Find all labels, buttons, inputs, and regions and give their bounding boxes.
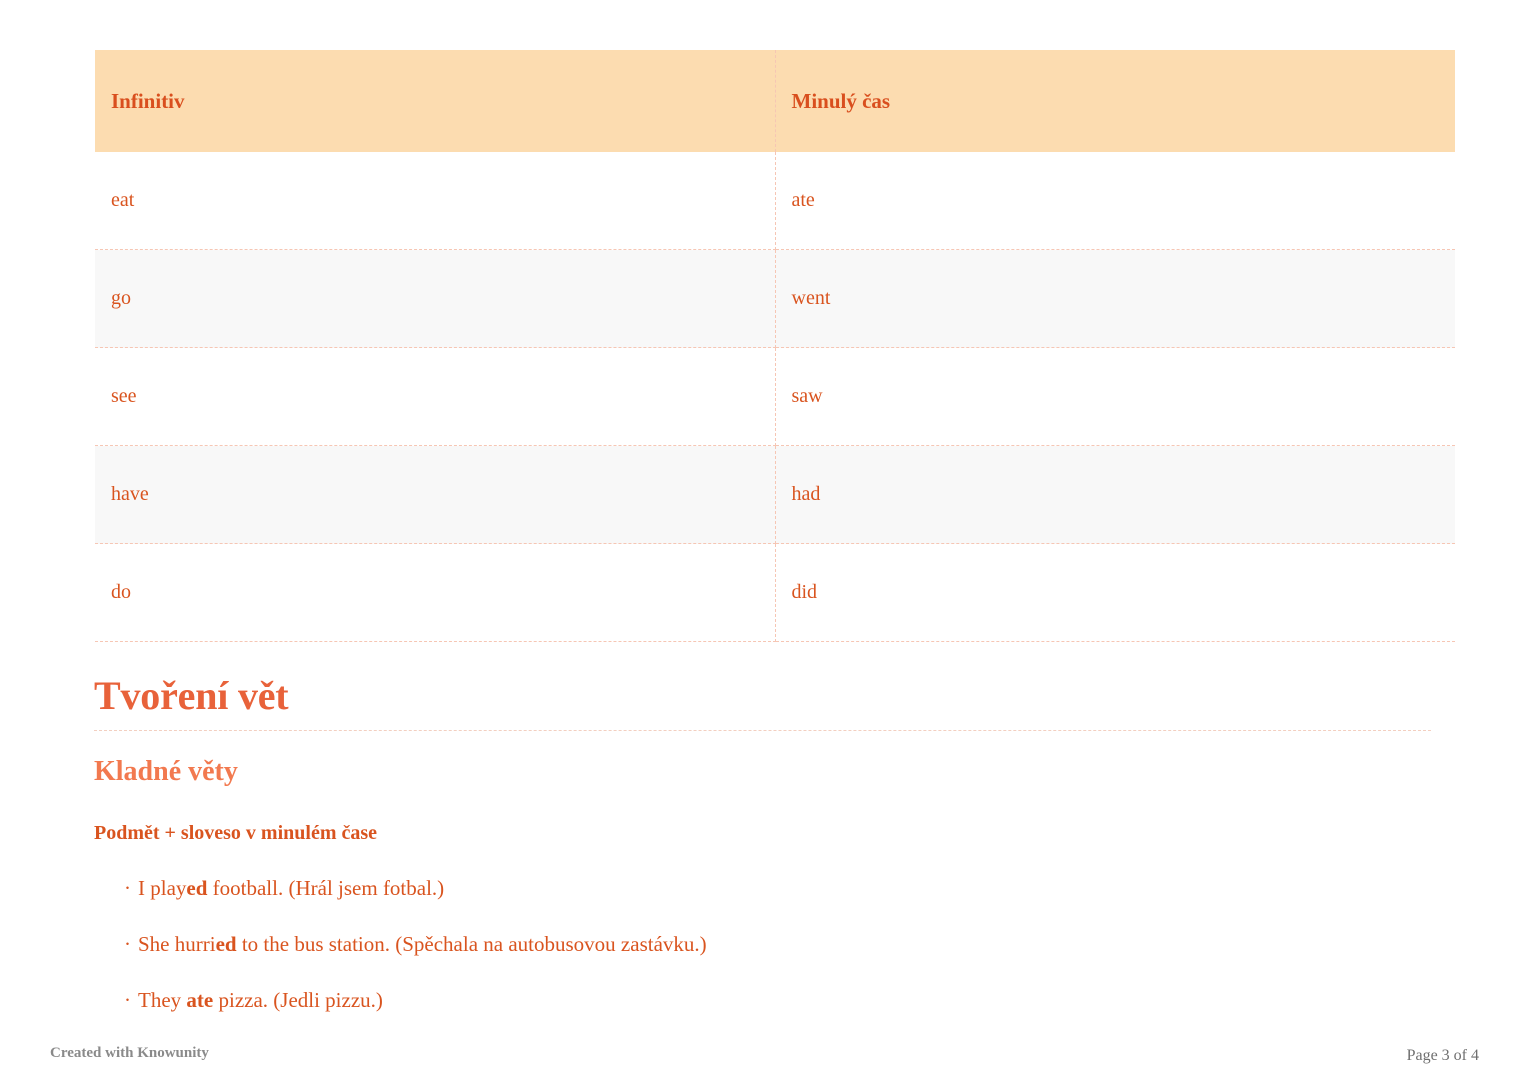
cell-infinitiv: go <box>95 250 775 348</box>
column-header-infinitiv: Infinitiv <box>95 50 775 152</box>
table-header-row <box>95 50 1455 152</box>
cell-infinitiv: see <box>95 348 775 446</box>
irregular-verbs-table <box>95 50 1455 642</box>
bullet-dot-icon: · <box>124 988 131 1012</box>
bullet-dot-icon: · <box>124 932 131 956</box>
list-item-post: to the bus station. (Spěchala na autobusovou zastávku.) <box>236 932 707 956</box>
table-row <box>95 152 1455 250</box>
list-item <box>124 934 1424 955</box>
list-item-pre: They <box>138 988 187 1012</box>
cell-past: did <box>775 544 1455 642</box>
table-row <box>95 544 1455 642</box>
page-number: Page 3 of 4 <box>1406 1047 1479 1064</box>
subsection-heading: Kladné věty <box>94 756 238 787</box>
example-list <box>124 878 1424 1046</box>
table-row <box>95 446 1455 544</box>
list-item-bold: ed <box>186 876 208 900</box>
cell-infinitiv: do <box>95 544 775 642</box>
cell-infinitiv: eat <box>95 152 775 250</box>
cell-past: saw <box>775 348 1455 446</box>
table-header <box>95 50 1455 152</box>
list-item-pre: She hurri <box>138 932 216 956</box>
cell-past: went <box>775 250 1455 348</box>
list-item-pre: I play <box>138 876 187 900</box>
formula-text: Podmět + sloveso v minulém čase <box>94 822 378 844</box>
table-body <box>95 152 1455 642</box>
bullet-dot-icon: · <box>124 876 131 900</box>
cell-past: had <box>775 446 1455 544</box>
list-item-bold: ed <box>215 932 237 956</box>
list-item-post: pizza. (Jedli pizzu.) <box>213 988 383 1012</box>
list-item-bold: ate <box>186 988 214 1012</box>
list-item <box>124 878 1424 899</box>
section-heading: Tvoření vět <box>94 673 289 718</box>
list-item <box>124 990 1424 1011</box>
heading-divider <box>94 730 1431 731</box>
column-header-minuly-cas: Minulý čas <box>775 50 1455 152</box>
list-item-post: football. (Hrál jsem fotbal.) <box>207 876 445 900</box>
table-row <box>95 348 1455 446</box>
cell-infinitiv: have <box>95 446 775 544</box>
cell-past: ate <box>775 152 1455 250</box>
footer-attribution: Created with Knowunity <box>50 1045 209 1061</box>
table-row <box>95 250 1455 348</box>
